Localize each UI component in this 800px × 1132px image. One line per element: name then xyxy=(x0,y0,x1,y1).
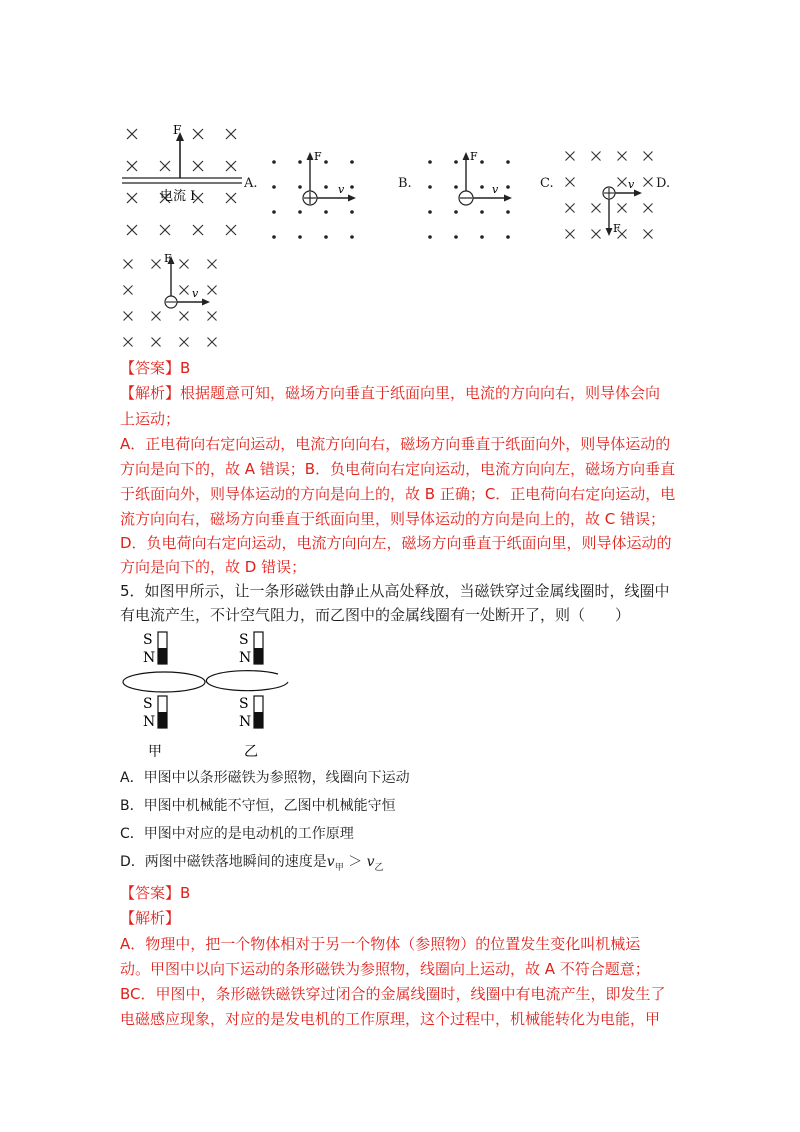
magnet-jia-bottom xyxy=(143,696,167,730)
velocity-label: v xyxy=(338,183,345,196)
magnet-s-label: S xyxy=(143,696,153,712)
force-label: F xyxy=(314,150,322,163)
q5-option-b: B．甲图中机械能不守恒，乙图中机械能守恒 xyxy=(120,798,396,814)
q4-analysis-line: 方向是向下的，故 D 错误； xyxy=(120,558,307,576)
wire xyxy=(122,178,242,183)
magnet-s-label: S xyxy=(143,632,153,648)
broken-coil xyxy=(206,671,288,691)
q5-option-a: A．甲图中以条形磁铁为参照物，线圈向下运动 xyxy=(120,770,410,786)
figure-d xyxy=(118,250,228,355)
velocity-label: v xyxy=(192,287,199,300)
velocity-label: v xyxy=(628,178,635,191)
v-jia: v xyxy=(326,854,335,870)
q4-analysis-line: 流方向向右，磁场方向垂直于纸面向里，则导体运动的方向是向上的，故 C 错误； xyxy=(120,510,666,528)
sub-yi: 乙 xyxy=(374,862,384,873)
magnet-s-label: S xyxy=(239,696,249,712)
q5-stem-line: 5．如图甲所示，让一条形磁铁由静止从高处释放，当磁铁穿过金属线圈时，线圈中 xyxy=(120,582,670,600)
figure-a xyxy=(268,148,358,243)
magnet-jia-top xyxy=(143,632,167,666)
v-yi: v xyxy=(366,854,375,870)
q5-stem-line: 有电流产生，不计空气阻力，而乙图中的金属线圈有一处断开了，则（ ） xyxy=(120,606,631,624)
q5-analysis-title: 【解析】 xyxy=(120,909,181,927)
closed-coil xyxy=(123,672,205,692)
sub-jia: 甲 xyxy=(334,862,344,873)
q5-analysis-line: 动。甲图中以向下运动的条形磁铁为参照物，线圈向上运动，故 A 不符合题意； xyxy=(120,960,650,978)
q5-option-c: C．甲图中对应的是电动机的工作原理 xyxy=(120,826,354,842)
magnet-n-label: N xyxy=(239,714,252,730)
q4-answer: 【答案】B xyxy=(120,359,191,377)
q5-analysis-line: A．物理中，把一个物体相对于另一个物体（参照物）的位置发生变化叫机械运 xyxy=(120,935,641,953)
q4-analysis-line: 【解析】根据题意可知，磁场方向垂直于纸面向里，电流的方向向右，则导体会向 xyxy=(120,384,661,402)
q4-analysis-line: 上运动； xyxy=(120,410,181,428)
option-a-label: A. xyxy=(244,176,258,191)
greater-than: ＞ xyxy=(348,854,363,870)
figure-b xyxy=(424,148,514,243)
magnet-s-label: S xyxy=(239,632,249,648)
q5-option-d xyxy=(120,851,384,879)
q5-answer: 【答案】B xyxy=(120,884,191,902)
q4-analysis-line: 于纸面向外，则导体运动的方向是向上的，故 B 正确；C．正电荷向右定向运动，电 xyxy=(120,485,676,503)
force-label: F xyxy=(173,123,182,137)
force-label: F xyxy=(164,252,172,265)
magnet-yi-top xyxy=(239,632,263,666)
velocity-label: v xyxy=(492,183,499,196)
q5-analysis-line: BC．甲图中，条形磁铁磁铁穿过闭合的金属线圈时，线圈中有电流产生，即发生了 xyxy=(120,985,666,1003)
field-into-page-crosses xyxy=(127,129,236,235)
magnet-n-label: N xyxy=(239,650,252,666)
option-d-label: D. xyxy=(656,176,671,191)
q4-analysis-line: D．负电荷向右定向运动，电流方向向左，磁场方向垂直于纸面向里，则导体运动的 xyxy=(120,534,672,552)
q5-figure xyxy=(118,628,318,763)
option-b-label: B. xyxy=(398,176,412,191)
force-label: F xyxy=(613,222,621,235)
magnet-yi-bottom xyxy=(239,696,263,730)
magnet-n-label: N xyxy=(143,714,156,730)
caption-yi: 乙 xyxy=(244,744,258,760)
force-label: F xyxy=(470,150,478,163)
figure-c xyxy=(560,146,660,246)
magnet-n-label: N xyxy=(143,650,156,666)
caption-jia: 甲 xyxy=(148,744,162,760)
q4-analysis-line: 方向是向下的，故 A 错误；B．负电荷向右定向运动，电流方向向左，磁场方向垂直 xyxy=(120,460,676,478)
current-label: 电流 I xyxy=(160,189,196,204)
main-figure xyxy=(118,118,248,248)
option-c-label: C. xyxy=(540,176,554,191)
q4-analysis-line: A．正电荷向右定向运动，电流方向向右，磁场方向垂直于纸面向外，则导体运动的 xyxy=(120,435,671,453)
q5-analysis-line: 电磁感应现象，对应的是发电机的工作原理，这个过程中，机械能转化为电能，甲 xyxy=(120,1010,661,1028)
velocity-comparison xyxy=(326,854,384,873)
q5-option-d-text: D．两图中磁铁落地瞬间的速度是 xyxy=(120,854,327,870)
